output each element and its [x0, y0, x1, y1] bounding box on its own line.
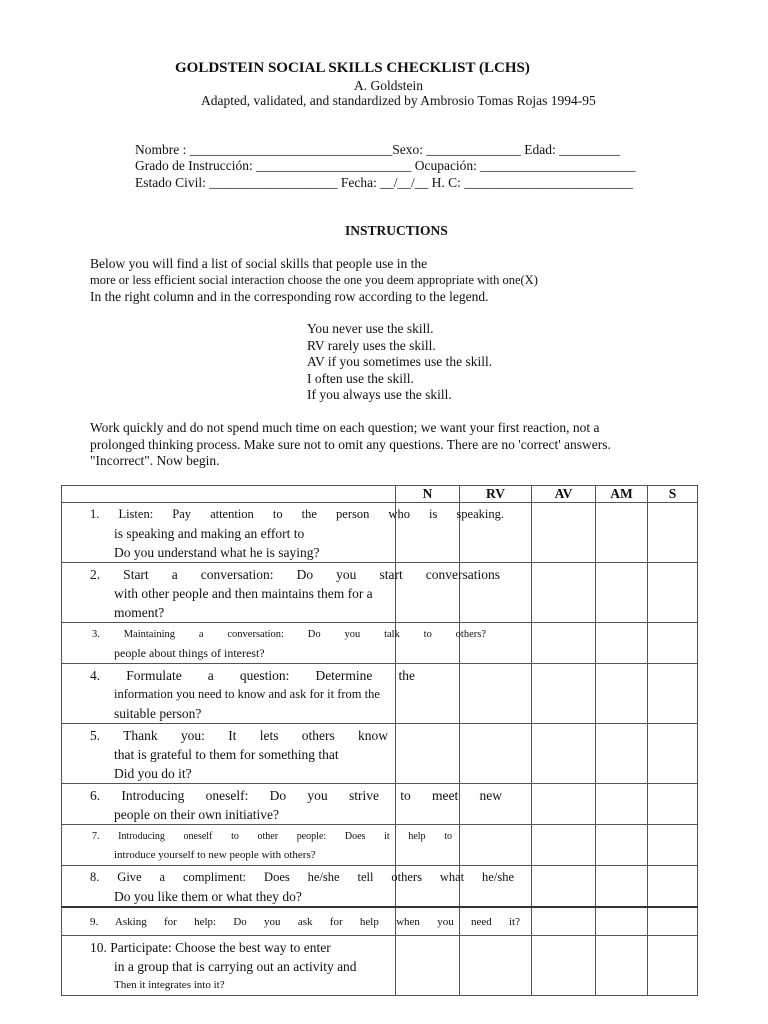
table-row — [62, 907, 698, 935]
document-title: GOLDSTEIN SOCIAL SKILLS CHECKLIST (LCHS) — [175, 60, 530, 76]
answer-cell-s[interactable] — [648, 825, 698, 866]
author-line: A. Goldstein — [354, 78, 423, 93]
form-line-education[interactable]: Grado de Instrucción: _______________________ Ocupación: _______________________ — [135, 158, 636, 173]
table-header-row — [62, 486, 698, 503]
answer-cell-rv[interactable] — [460, 664, 532, 724]
work-instruction-1: Work quickly and do not spend much time on each question; we want your first reaction, not a — [90, 420, 600, 435]
question-text: that is grateful to them for something that — [114, 747, 339, 762]
question-cell — [62, 866, 514, 908]
answer-cell-av[interactable] — [532, 866, 596, 908]
table-row — [62, 664, 698, 724]
answer-cell-s[interactable] — [648, 664, 698, 724]
answer-cell-am[interactable] — [596, 664, 648, 724]
answer-cell-av[interactable] — [532, 563, 596, 623]
question-cell — [62, 907, 520, 935]
table-row — [62, 724, 698, 784]
answer-cell-s[interactable] — [648, 724, 698, 784]
table-row — [62, 623, 698, 664]
question-text: Do you like them or what they do? — [114, 889, 302, 904]
question-text: Then it integrates into it? — [114, 978, 225, 991]
table-row — [62, 825, 698, 866]
answer-cell-av[interactable] — [532, 825, 596, 866]
question-text: introduce yourself to new people with others? — [114, 849, 316, 861]
table-row — [62, 503, 698, 563]
answer-cell-av[interactable] — [532, 784, 596, 825]
question-text: is speaking and making an effort to — [114, 526, 305, 541]
answer-cell-s[interactable] — [648, 784, 698, 825]
legend-item: If you always use the skill. — [307, 387, 452, 402]
column-header-av: AV — [532, 486, 596, 503]
legend-item: AV if you sometimes use the skill. — [307, 354, 493, 369]
answer-cell-am[interactable] — [596, 724, 648, 784]
question-text: Do you understand what he is saying? — [114, 545, 320, 560]
checklist-table — [61, 485, 698, 996]
answer-cell-am[interactable] — [596, 623, 648, 664]
answer-cell-s[interactable] — [648, 623, 698, 664]
question-cell — [62, 664, 415, 724]
question-text: information you need to know and ask for it from the — [114, 687, 380, 701]
question-cell — [62, 724, 396, 784]
answer-cell-av[interactable] — [532, 664, 596, 724]
answer-cell-rv[interactable] — [460, 935, 532, 995]
answer-cell-s[interactable] — [648, 907, 698, 935]
question-text: suitable person? — [114, 706, 202, 721]
question-text: 6. Introducing oneself: Do you strive to meet new — [90, 788, 502, 803]
question-text: 2. Start a conversation: Do you start conversations — [90, 567, 500, 582]
question-text: 5. Thank you: It lets others know — [90, 728, 388, 743]
question-cell — [62, 503, 504, 563]
column-header-rv: RV — [460, 486, 532, 503]
question-text: 1. Listen: Pay attention to the person who is speaking. — [90, 507, 504, 521]
question-text: 8. Give a compliment: Does he/she tell others what he/she — [90, 870, 514, 884]
column-header-s: S — [648, 486, 698, 503]
form-line-civil-status[interactable]: Estado Civil: ___________________ Fecha: __/__/__ H. C: _________________________ — [135, 175, 633, 190]
answer-cell-am[interactable] — [596, 935, 648, 995]
work-instruction-2: prolonged thinking process. Make sure not to omit any questions. There are no 'correct' answers. — [90, 437, 611, 452]
answer-cell-s[interactable] — [648, 935, 698, 995]
answer-cell-s[interactable] — [648, 866, 698, 908]
answer-cell-am[interactable] — [596, 503, 648, 563]
answer-cell-am[interactable] — [596, 866, 648, 908]
adapted-line: Adapted, validated, and standardized by Ambrosio Tomas Rojas 1994-95 — [201, 93, 596, 108]
legend-item: RV rarely uses the skill. — [307, 338, 436, 353]
answer-cell-am[interactable] — [596, 825, 648, 866]
answer-cell-av[interactable] — [532, 907, 596, 935]
answer-cell-s[interactable] — [648, 503, 698, 563]
question-cell — [62, 623, 486, 664]
question-cell — [62, 935, 396, 995]
answer-cell-rv[interactable] — [460, 825, 532, 866]
question-text: 7. Introducing oneself to other people: Does it help to — [92, 831, 452, 842]
question-text: people on their own initiative? — [114, 807, 279, 822]
answer-cell-s[interactable] — [648, 563, 698, 623]
answer-cell-rv[interactable] — [460, 724, 532, 784]
question-text: people about things of interest? — [114, 646, 265, 660]
answer-cell-n[interactable] — [396, 935, 460, 995]
column-header-n: N — [396, 486, 460, 503]
answer-cell-av[interactable] — [532, 503, 596, 563]
question-text: 10. Participate: Choose the best way to enter — [90, 939, 331, 955]
question-text: with other people and then maintains them for a — [114, 586, 373, 601]
answer-cell-av[interactable] — [532, 623, 596, 664]
question-text: 9. Asking for help: Do you ask for help when you need it? — [90, 916, 520, 928]
table-row — [62, 935, 698, 995]
legend-item: You never use the skill. — [307, 321, 434, 336]
answer-cell-am[interactable] — [596, 907, 648, 935]
instructions-p3: In the right column and in the corresponding row according to the legend. — [90, 289, 489, 304]
answer-cell-av[interactable] — [532, 935, 596, 995]
answer-cell-av[interactable] — [532, 724, 596, 784]
table-row — [62, 866, 698, 908]
form-line-name[interactable]: Nombre : ______________________________Sexo: ______________ Edad: _________ — [135, 142, 620, 157]
instructions-heading: INSTRUCTIONS — [345, 223, 448, 238]
column-header-question — [62, 486, 396, 503]
question-text: 3. Maintaining a conversation: Do you talk to others? — [92, 629, 486, 640]
question-text: Did you do it? — [114, 766, 192, 781]
instructions-p1: Below you will find a list of social skills that people use in the — [90, 256, 428, 271]
work-instruction-3: "Incorrect". Now begin. — [90, 453, 220, 468]
legend-item: I often use the skill. — [307, 371, 414, 386]
table-row — [62, 563, 698, 623]
question-text: in a group that is carrying out an activity and — [114, 958, 357, 974]
question-cell — [62, 784, 502, 825]
instructions-p2: more or less efficient social interaction choose the one you deem appropriate with one(X) — [90, 273, 538, 287]
column-header-am: AM — [596, 486, 648, 503]
question-text: 4. Formulate a question: Determine the — [90, 668, 415, 683]
answer-cell-am[interactable] — [596, 563, 648, 623]
answer-cell-am[interactable] — [596, 784, 648, 825]
answer-cell-n[interactable] — [396, 724, 460, 784]
question-cell — [62, 825, 452, 866]
question-cell — [62, 563, 500, 623]
table-row — [62, 784, 698, 825]
question-text: moment? — [114, 605, 165, 620]
